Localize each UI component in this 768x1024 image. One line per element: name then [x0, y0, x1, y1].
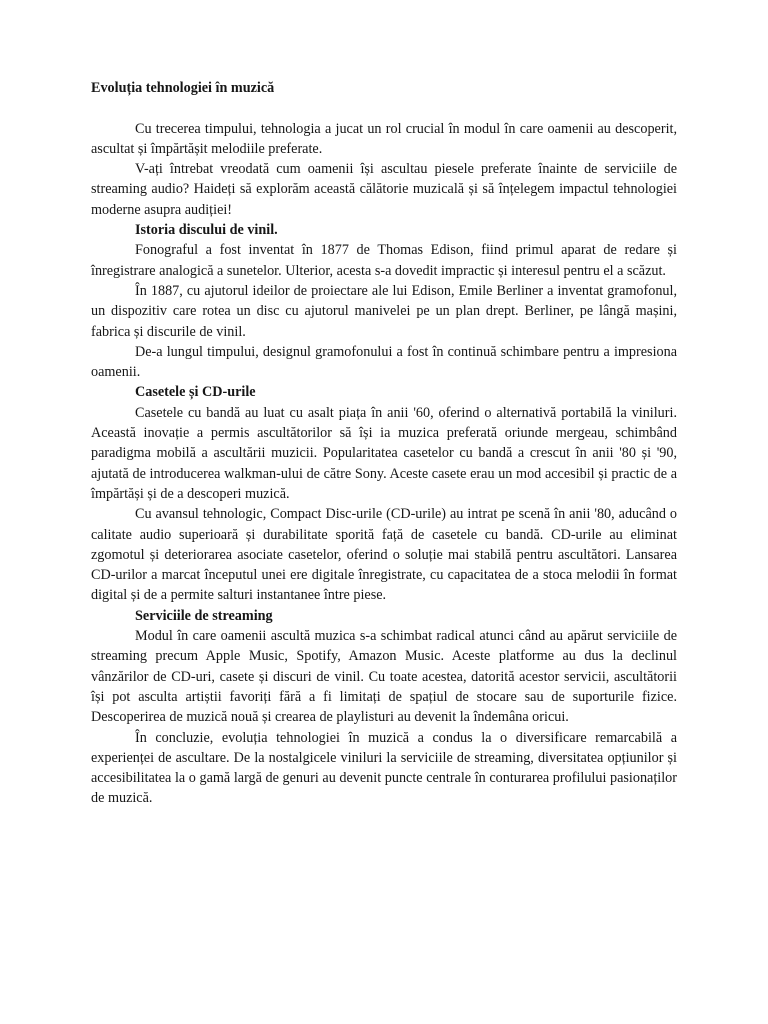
- streaming-paragraph-1: Modul în care oamenii ascultă muzica s-a schimbat radical atunci când au apărut serviciile de streaming precum Apple Music, Spotify, Amazon Music. Aceste platforme au dus la declinul vânzărilor de CD-uri, casete și discuri de vinil. Cu toate acestea, datorită acestor servicii, ascultătorii își pot asculta artiștii favoriți fără a fi limitați de spațiul de stocare sau de suporturile fizice. Descoperirea de muzică nouă și crearea de playlisturi au devenit la îndemâna oricui.: [91, 628, 677, 726]
- intro-paragraph-2: V-ați întrebat vreodată cum oamenii își ascultau piesele preferate înainte de serviciile de streaming audio? Haideți să explorăm această călătorie muzicală și să înțelegem impactul tehnologiei moderne asupra audiției!: [91, 161, 677, 218]
- conclusion-paragraph: În concluzie, evoluția tehnologiei în muzică a condus la o diversificare remarcabilă a experienței de ascultare. De la nostalgicele viniluri la serviciile de streaming, diversitatea opțiunilor și accesibilitatea la o gamă largă de genuri au devenit puncte centrale în conturarea profilului pasionaților de muzică.: [91, 729, 677, 807]
- section-heading-streaming: Serviciile de streaming: [135, 607, 273, 624]
- cassettes-paragraph-1: Casetele cu bandă au luat cu asalt piața în anii '60, oferind o alternativă portabilă la viniluri. Această inovație a permis ascultătorilor să își ia muzica preferată oriunde mergeau, schimbând paradigma mobilă a ascultării muzicii. Popularitatea casetelor cu bandă a crescut în anii '80 și '90, ajutată de introducerea walkman-ului de către Sony. Aceste casete erau un mod accesibil și practic de a împărtăși și de a descoperi muzică.: [91, 404, 677, 502]
- section-heading-vinyl: Istoria discului de vinil.: [135, 222, 278, 239]
- section-heading-cassettes: Casetele și CD-urile: [135, 384, 256, 401]
- document-body: [91, 78, 677, 809]
- cassettes-paragraph-2: Cu avansul tehnologic, Compact Disc-urile (CD-urile) au intrat pe scenă în anii '80, aducând o calitate audio superioară și durabilitate sporită față de casetele cu bandă. CD-urile au eliminat zgomotul și deteriorarea asociate casetelor, oferind o soluție mai stabilă pentru ascultători. Lansarea CD-urilor a marcat începutul unei ere digitale înregistrate, cu capacitatea de a stoca melodii în format digital și de a permite salturi instantanee între piese.: [91, 506, 677, 604]
- intro-paragraph-1: Cu trecerea timpului, tehnologia a jucat un rol crucial în modul în care oamenii au descoperit, ascultat și împărtășit melodiile preferate.: [91, 120, 677, 157]
- vinyl-paragraph-1: Fonograful a fost inventat în 1877 de Thomas Edison, fiind primul aparat de redare și înregistrare analogică a sunetelor. Ulterior, acesta s-a dovedit impractic și interesul pentru el a scăzut.: [91, 242, 677, 279]
- blank-line: [91, 98, 677, 118]
- vinyl-paragraph-3: De-a lungul timpului, designul gramofonului a fost în continuă schimbare pentru a impresiona oamenii.: [91, 343, 677, 381]
- document-title: Evoluția tehnologiei în muzică: [91, 80, 275, 96]
- vinyl-paragraph-2: În 1887, cu ajutorul ideilor de proiectare ale lui Edison, Emile Berliner a inventat gramofonul, un dispozitiv care rotea un disc cu ajutorul manivelei pe un plan drept. Berliner, pe lângă mașini, fabrica și discurile de vinil.: [91, 282, 677, 340]
